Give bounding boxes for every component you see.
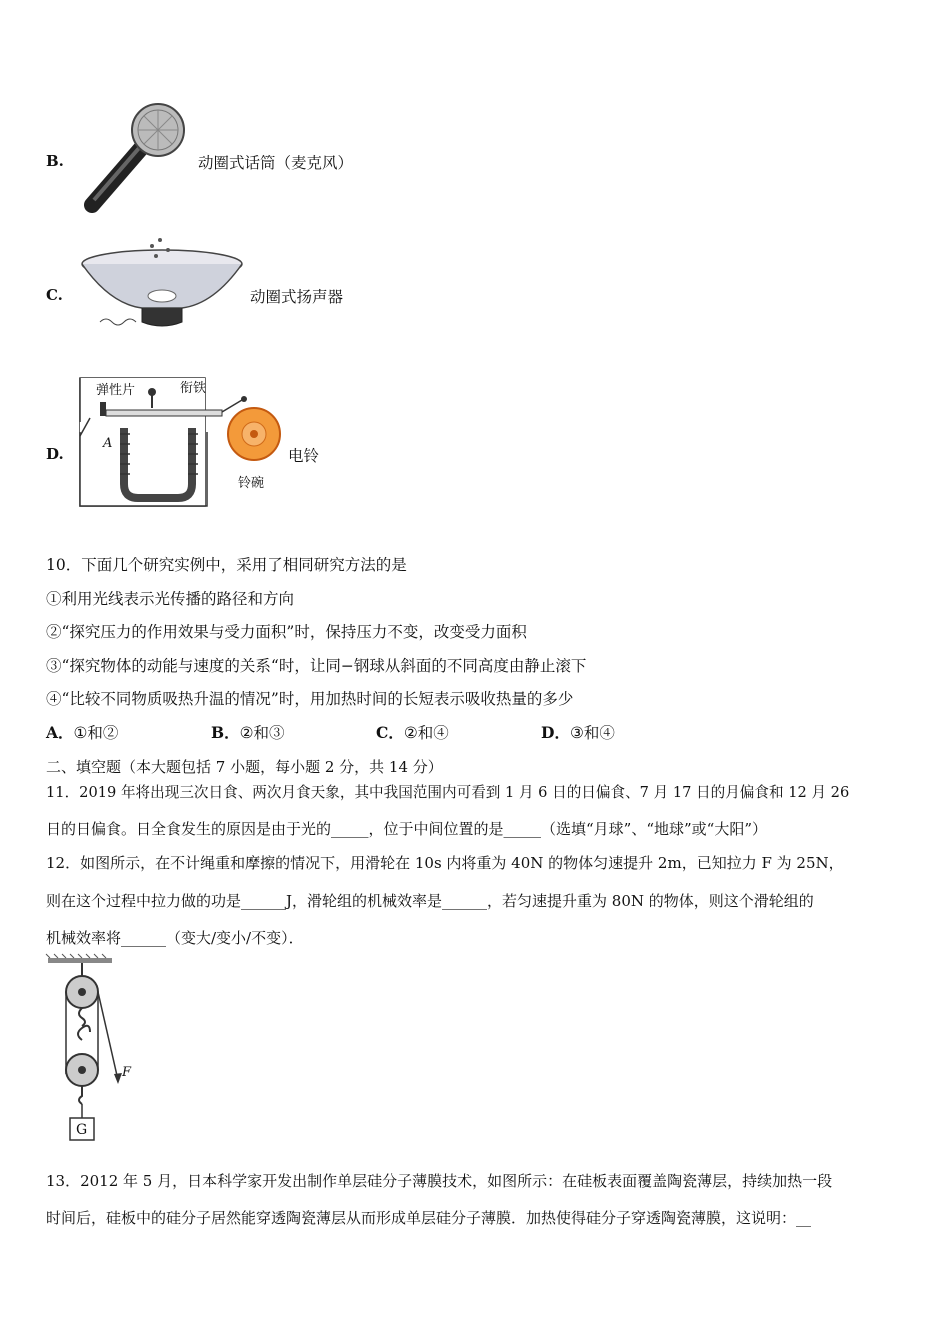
q10-choice-d (541, 721, 615, 743)
section-title: 二、填空题（本大题包括 7 小题，每小题 2 分，共 14 分） (46, 758, 443, 776)
bell-label-armature: 衔铁 (180, 381, 207, 396)
choice-text: ②和④ (403, 724, 449, 742)
q10-item: ①利用光线表示光传播的路径和方向 (46, 590, 295, 608)
option-b-label: 动圈式话筒（麦克风） (198, 154, 354, 172)
q13-line: 13．2012 年 5 月，日本科学家开发出制作单层硅分子薄膜技术，如图所示：在硅板表面覆盖陶瓷薄层，持续加热一段 (46, 1172, 833, 1190)
pulley-figure (44, 956, 144, 1148)
q10-choice-c (376, 721, 449, 743)
option-d-letter: D. (46, 445, 64, 463)
q10-stem: 10．下面几个研究实例中，采用了相同研究方法的是 (46, 556, 407, 574)
q10-item: ④“比较不同物质吸热升温的情况”时，用加热时间的长短表示吸收热量的多少 (46, 690, 574, 708)
option-b-letter: B. (46, 152, 64, 170)
pulley-label-force: F (122, 1065, 132, 1080)
choice-text: ①和② (73, 724, 119, 742)
option-c-label: 动圈式扬声器 (250, 288, 344, 306)
q13-line: 时间后，硅板中的硅分子居然能穿透陶瓷薄层从而形成单层硅分子薄膜．加热使得硅分子穿透陶瓷薄膜，这说明：__ (46, 1209, 812, 1227)
q10-choice-b (211, 721, 285, 743)
choice-text: ③和④ (569, 724, 615, 742)
bell-label-spring: 弹性片 (96, 383, 136, 398)
choice-letter: B． (211, 723, 240, 742)
q10-item: ②“探究压力的作用效果与受力面积”时，保持压力不变，改变受力面积 (46, 623, 527, 641)
choice-letter: C． (376, 723, 404, 742)
microphone-figure (80, 100, 190, 215)
bell-label-point-a: A (103, 436, 113, 451)
q11-line: 日的日偏食。日全食发生的原因是由于光的_____，位于中间位置的是_____（选填“月球”、“地球”或“大阳”） (46, 820, 768, 838)
q12-line: 机械效率将______（变大/变小/不变）． (46, 929, 304, 947)
pulley-label-weight: G (76, 1122, 88, 1138)
choice-letter: A． (46, 723, 74, 742)
option-c-letter: C. (46, 286, 63, 304)
q11-line: 11．2019 年将出现三次日食、两次月食天象，其中我国范围内可看到 1 月 6 日的日偏食、7 月 17 日的月偏食和 12 月 26 (46, 784, 850, 801)
option-d-label: 电铃 (288, 447, 320, 465)
loudspeaker-figure (80, 236, 250, 336)
bell-label-bowl: 铃碗 (238, 476, 265, 491)
q10-choice-a (46, 721, 118, 743)
choice-letter: D． (541, 723, 570, 742)
q12-line: 12．如图所示，在不计绳重和摩擦的情况下，用滑轮在 10s 内将重为 40N 的物体匀速提升 2m，已知拉力 F 为 25N， (46, 854, 844, 872)
q10-item: ③“探究物体的动能与速度的关系“时，让同−钢球从斜面的不同高度由静止滚下 (46, 657, 587, 675)
choice-text: ②和③ (239, 724, 285, 742)
q12-line: 则在这个过程中拉力做的功是______J，滑轮组的机械效率是______，若匀速提升重为 80N 的物体，则这个滑轮组的 (46, 892, 814, 910)
